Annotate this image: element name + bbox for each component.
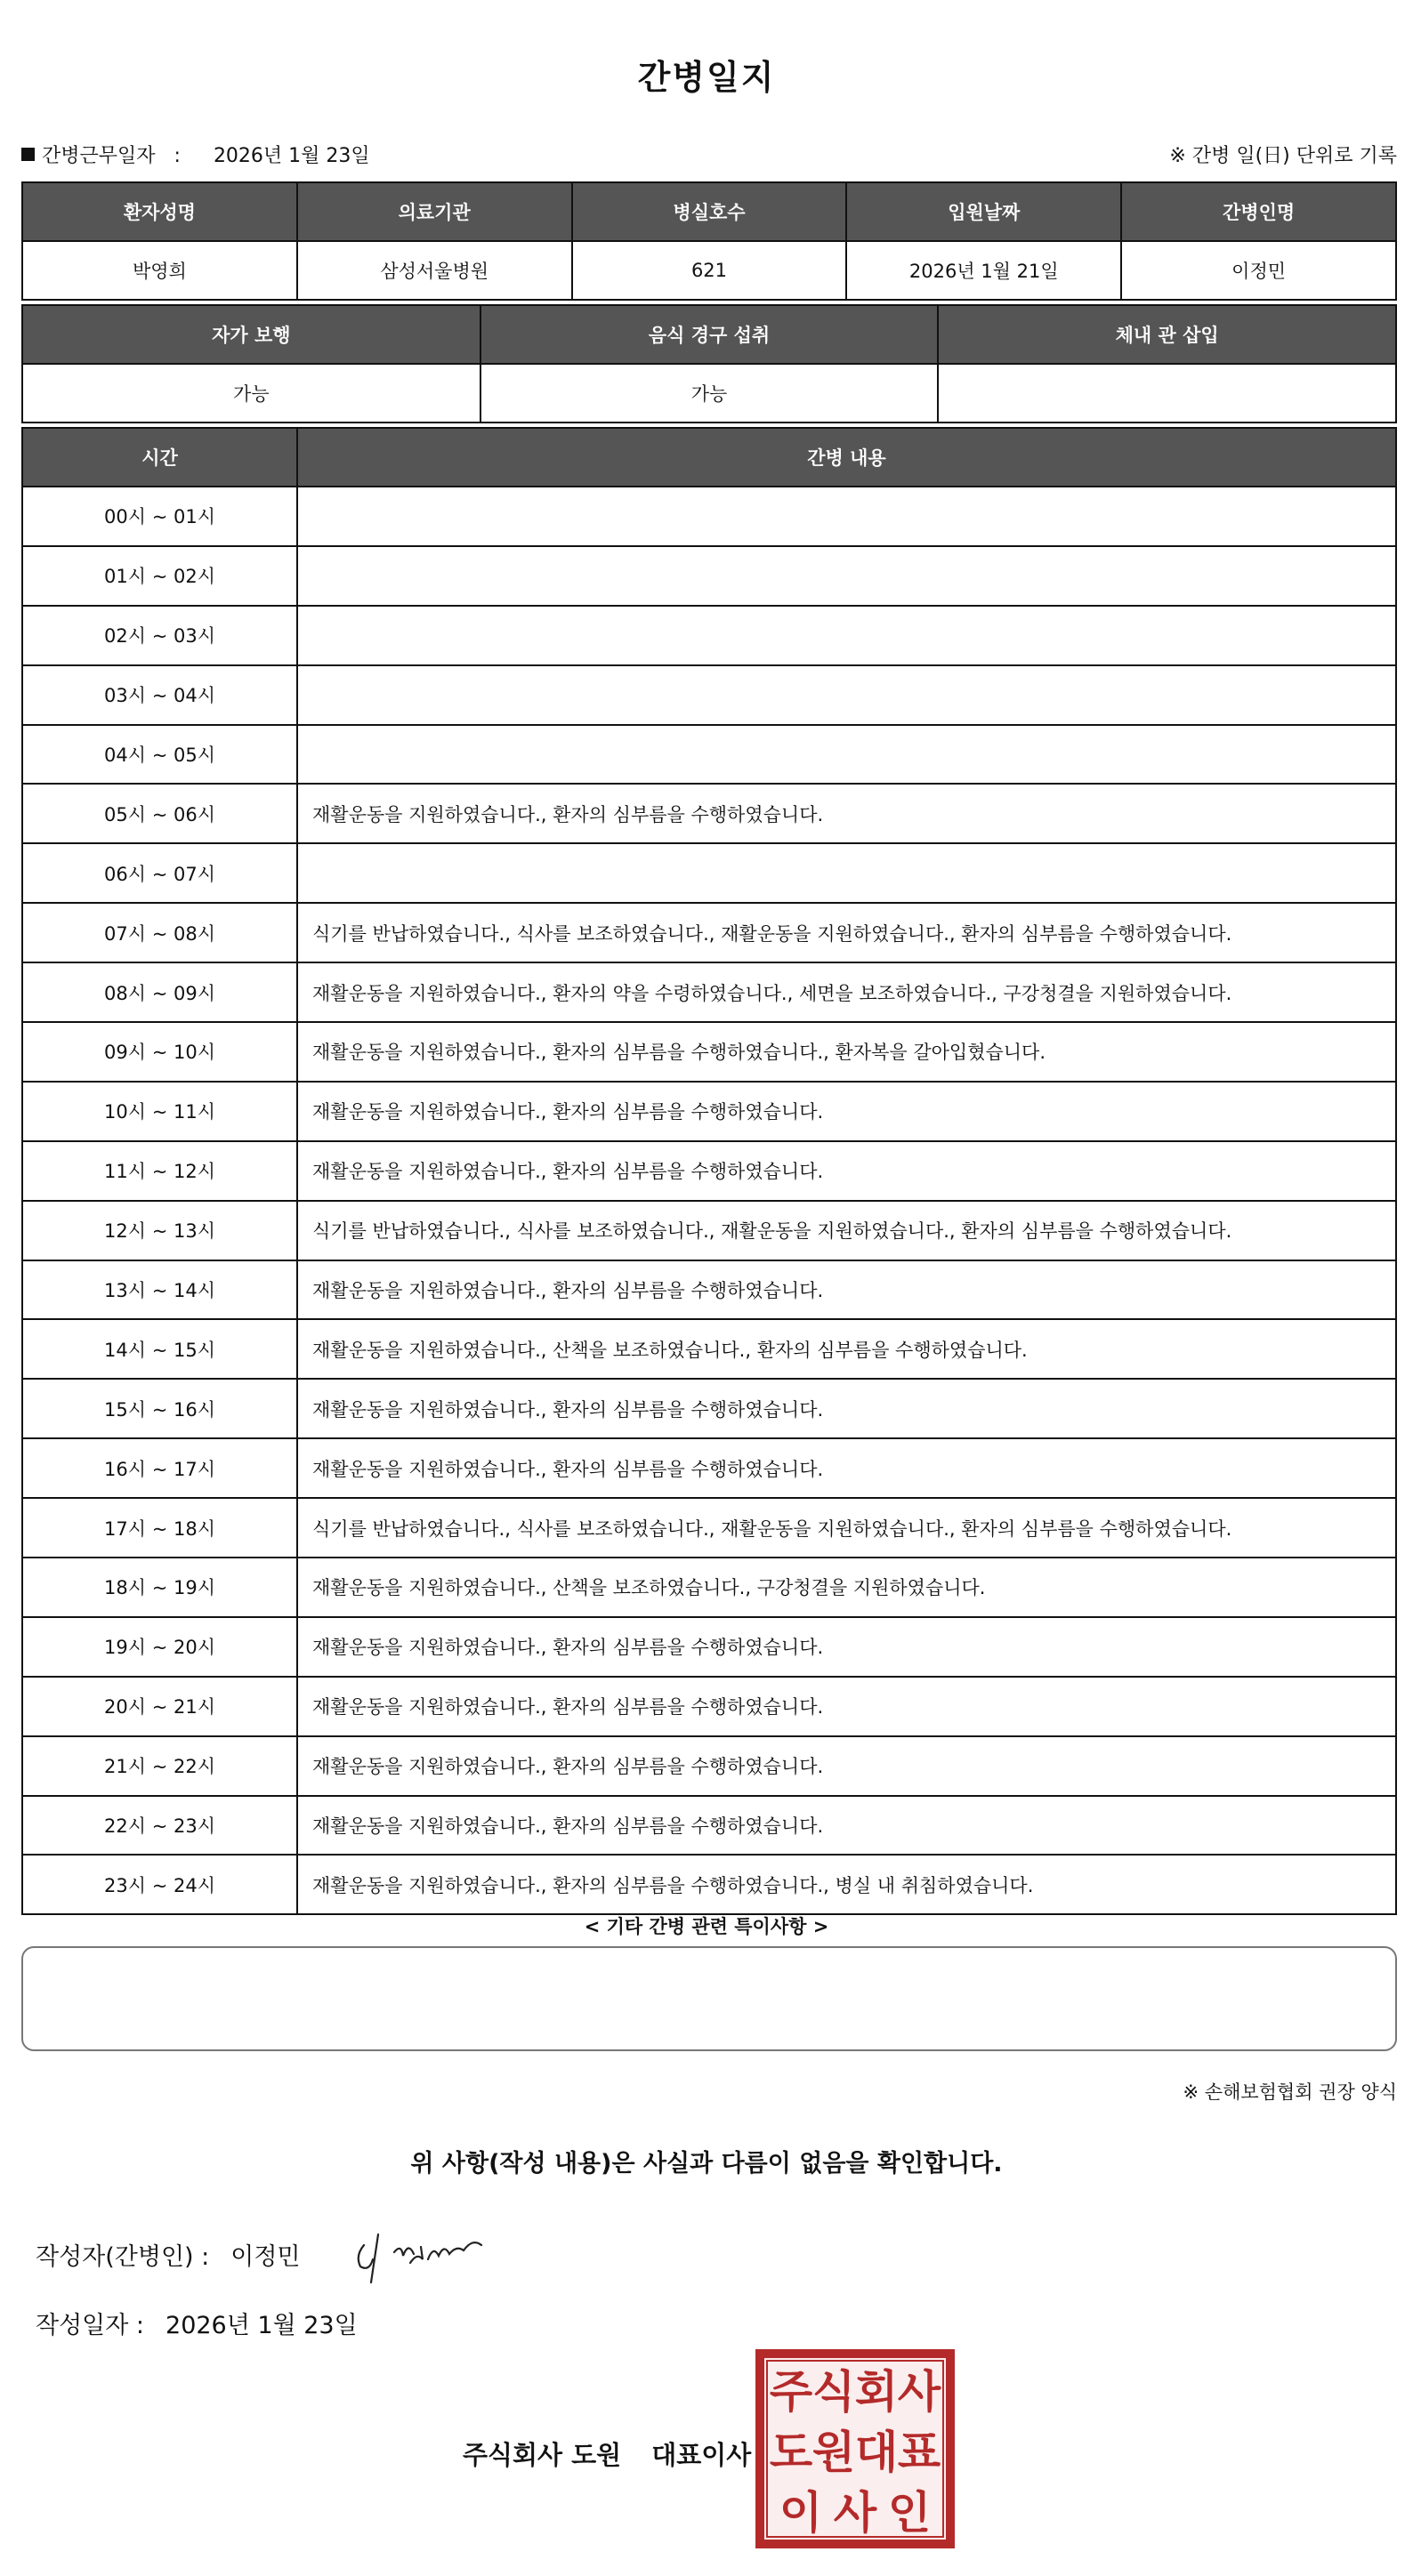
svg-text:도: 도 bbox=[769, 2427, 813, 2478]
patient-info-table bbox=[21, 181, 1397, 301]
log-content: 재활운동을 지원하였습니다., 환자의 심부름을 수행하였습니다., 병실 내 취침하였습니다. bbox=[297, 1855, 1396, 1914]
written-date-row bbox=[36, 2306, 358, 2340]
log-content: 식기를 반납하였습니다., 식사를 보조하였습니다., 재활운동을 지원하였습니다., 환자의 심부름을 수행하였습니다. bbox=[297, 1498, 1396, 1558]
svg-text:사: 사 bbox=[833, 2487, 877, 2539]
writer-name: 이정민 bbox=[230, 2243, 301, 2271]
log-content: 재활운동을 지원하였습니다., 산책을 보조하였습니다., 환자의 심부름을 수행하였습니다. bbox=[297, 1319, 1396, 1379]
header-self-walking: 자가 보행 bbox=[22, 305, 480, 364]
log-time: 11시 ~ 12시 bbox=[22, 1141, 297, 1201]
log-time: 06시 ~ 07시 bbox=[22, 843, 297, 903]
svg-text:회: 회 bbox=[854, 2366, 899, 2418]
written-date-value: 2026년 1월 23일 bbox=[166, 2312, 358, 2339]
svg-text:원: 원 bbox=[811, 2427, 856, 2478]
header-admission-date: 입원날짜 bbox=[846, 182, 1121, 241]
company-signature-line bbox=[463, 2435, 751, 2472]
log-row bbox=[22, 962, 1396, 1022]
log-row bbox=[22, 1677, 1396, 1736]
caregiver-name: 이정민 bbox=[1121, 241, 1396, 300]
log-time: 00시 ~ 01시 bbox=[22, 487, 297, 546]
log-content: 재활운동을 지원하였습니다., 환자의 심부름을 수행하였습니다. bbox=[297, 1082, 1396, 1141]
log-content bbox=[297, 606, 1396, 665]
log-row bbox=[22, 903, 1396, 962]
log-time: 21시 ~ 22시 bbox=[22, 1736, 297, 1796]
svg-text:사: 사 bbox=[897, 2366, 941, 2418]
self-walking-value: 가능 bbox=[22, 364, 480, 423]
log-row bbox=[22, 665, 1396, 725]
log-content: 재활운동을 지원하였습니다., 환자의 심부름을 수행하였습니다. bbox=[297, 1141, 1396, 1201]
hospital-name: 삼성서울병원 bbox=[297, 241, 572, 300]
representative-title: 대표이사 bbox=[651, 2440, 752, 2470]
header-patient-name: 환자성명 bbox=[22, 182, 297, 241]
form-note: ※ 손해보험협회 권장 양식 bbox=[1183, 2081, 1397, 2103]
log-content bbox=[297, 843, 1396, 903]
svg-text:식: 식 bbox=[811, 2366, 856, 2418]
log-content: 식기를 반납하였습니다., 식사를 보조하였습니다., 재활운동을 지원하였습니다., 환자의 심부름을 수행하였습니다. bbox=[297, 1201, 1396, 1260]
log-time: 18시 ~ 19시 bbox=[22, 1558, 297, 1617]
log-row bbox=[22, 843, 1396, 903]
work-date-row bbox=[21, 141, 370, 168]
log-content: 재활운동을 지원하였습니다., 환자의 심부름을 수행하였습니다. bbox=[297, 1796, 1396, 1856]
work-date-label: 간병근무일자 bbox=[42, 145, 156, 167]
log-time: 08시 ~ 09시 bbox=[22, 962, 297, 1022]
log-time: 09시 ~ 10시 bbox=[22, 1022, 297, 1082]
log-time: 16시 ~ 17시 bbox=[22, 1438, 297, 1498]
log-row bbox=[22, 1379, 1396, 1438]
log-row bbox=[22, 725, 1396, 785]
room-number: 621 bbox=[572, 241, 847, 300]
log-row bbox=[22, 1319, 1396, 1379]
log-time: 02시 ~ 03시 bbox=[22, 606, 297, 665]
header-hospital: 의료기관 bbox=[297, 182, 572, 241]
log-content: 재활운동을 지원하였습니다., 환자의 심부름을 수행하였습니다. bbox=[297, 1260, 1396, 1320]
svg-text:이: 이 bbox=[779, 2487, 823, 2539]
log-time: 07시 ~ 08시 bbox=[22, 903, 297, 962]
log-time: 03시 ~ 04시 bbox=[22, 665, 297, 725]
log-row bbox=[22, 1438, 1396, 1498]
log-time: 04시 ~ 05시 bbox=[22, 725, 297, 785]
document-title: 간병일지 bbox=[637, 58, 776, 97]
log-time: 01시 ~ 02시 bbox=[22, 546, 297, 606]
tube-insertion-value bbox=[938, 364, 1396, 423]
log-row bbox=[22, 1201, 1396, 1260]
log-content: 재활운동을 지원하였습니다., 환자의 약을 수령하였습니다., 세면을 보조하였습니다., 구강청결을 지원하였습니다. bbox=[297, 962, 1396, 1022]
log-row bbox=[22, 1141, 1396, 1201]
writer-label: 작성자(간병인) : bbox=[36, 2243, 210, 2271]
square-bullet-icon bbox=[21, 148, 35, 161]
admission-date: 2026년 1월 21일 bbox=[846, 241, 1121, 300]
header-room: 병실호수 bbox=[572, 182, 847, 241]
log-time: 19시 ~ 20시 bbox=[22, 1617, 297, 1677]
log-content: 재활운동을 지원하였습니다., 환자의 심부름을 수행하였습니다. bbox=[297, 1677, 1396, 1736]
care-log-table bbox=[21, 427, 1397, 1915]
company-name: 주식회사 도원 bbox=[463, 2440, 622, 2470]
log-content bbox=[297, 546, 1396, 606]
header-caregiver-name: 간병인명 bbox=[1121, 182, 1396, 241]
log-time: 23시 ~ 24시 bbox=[22, 1855, 297, 1914]
patient-name: 박영희 bbox=[22, 241, 297, 300]
log-row bbox=[22, 1498, 1396, 1558]
written-date-label: 작성일자 : bbox=[36, 2312, 145, 2339]
log-row bbox=[22, 1796, 1396, 1856]
log-time: 20시 ~ 21시 bbox=[22, 1677, 297, 1736]
log-content: 재활운동을 지원하였습니다., 환자의 심부름을 수행하였습니다. bbox=[297, 1379, 1396, 1438]
log-content: 재활운동을 지원하였습니다., 환자의 심부름을 수행하였습니다. bbox=[297, 1438, 1396, 1498]
log-content: 재활운동을 지원하였습니다., 환자의 심부름을 수행하였습니다. bbox=[297, 1736, 1396, 1796]
log-content bbox=[297, 665, 1396, 725]
log-row bbox=[22, 606, 1396, 665]
log-content: 재활운동을 지원하였습니다., 산책을 보조하였습니다., 구강청결을 지원하였습니다. bbox=[297, 1558, 1396, 1617]
log-time: 17시 ~ 18시 bbox=[22, 1498, 297, 1558]
header-oral-intake: 음식 경구 섭취 bbox=[480, 305, 939, 364]
log-row bbox=[22, 546, 1396, 606]
header-care-content: 간병 내용 bbox=[297, 428, 1396, 487]
log-row bbox=[22, 1082, 1396, 1141]
company-seal bbox=[755, 2348, 956, 2549]
svg-text:대: 대 bbox=[854, 2427, 899, 2478]
oral-intake-value: 가능 bbox=[480, 364, 939, 423]
log-content bbox=[297, 725, 1396, 785]
log-time: 05시 ~ 06시 bbox=[22, 784, 297, 843]
header-tube-insertion: 체내 관 삽입 bbox=[938, 305, 1396, 364]
handwritten-signature bbox=[351, 2224, 494, 2286]
svg-text:표: 표 bbox=[897, 2427, 941, 2478]
confirmation-statement: 위 사항(작성 내용)은 사실과 다름이 없음을 확인합니다. bbox=[410, 2150, 1003, 2178]
log-row bbox=[22, 1617, 1396, 1677]
header-time: 시간 bbox=[22, 428, 297, 487]
log-row bbox=[22, 1736, 1396, 1796]
log-content: 재활운동을 지원하였습니다., 환자의 심부름을 수행하였습니다. bbox=[297, 784, 1396, 843]
log-time: 10시 ~ 11시 bbox=[22, 1082, 297, 1141]
unit-note: ※ 간병 일(日) 단위로 기록 bbox=[1169, 145, 1397, 167]
svg-text:인: 인 bbox=[887, 2487, 932, 2539]
log-time: 22시 ~ 23시 bbox=[22, 1796, 297, 1856]
patient-status-table bbox=[21, 304, 1397, 423]
work-date-value: 2026년 1월 23일 bbox=[213, 145, 370, 167]
work-date-separator: : bbox=[174, 145, 181, 167]
remarks-title: < 기타 간병 관련 특이사항 > bbox=[584, 1916, 829, 1937]
log-row bbox=[22, 1260, 1396, 1320]
log-content: 재활운동을 지원하였습니다., 환자의 심부름을 수행하였습니다. bbox=[297, 1617, 1396, 1677]
log-time: 12시 ~ 13시 bbox=[22, 1201, 297, 1260]
log-content: 식기를 반납하였습니다., 식사를 보조하였습니다., 재활운동을 지원하였습니다., 환자의 심부름을 수행하였습니다. bbox=[297, 903, 1396, 962]
log-content bbox=[297, 487, 1396, 546]
log-time: 15시 ~ 16시 bbox=[22, 1379, 297, 1438]
log-row bbox=[22, 1558, 1396, 1617]
svg-text:주: 주 bbox=[769, 2366, 813, 2418]
log-row bbox=[22, 784, 1396, 843]
log-row bbox=[22, 1855, 1396, 1914]
log-row bbox=[22, 487, 1396, 546]
writer-row bbox=[36, 2237, 301, 2272]
log-time: 13시 ~ 14시 bbox=[22, 1260, 297, 1320]
log-row bbox=[22, 1022, 1396, 1082]
remarks-box bbox=[21, 1946, 1397, 2051]
log-content: 재활운동을 지원하였습니다., 환자의 심부름을 수행하였습니다., 환자복을 갈아입혔습니다. bbox=[297, 1022, 1396, 1082]
log-time: 14시 ~ 15시 bbox=[22, 1319, 297, 1379]
